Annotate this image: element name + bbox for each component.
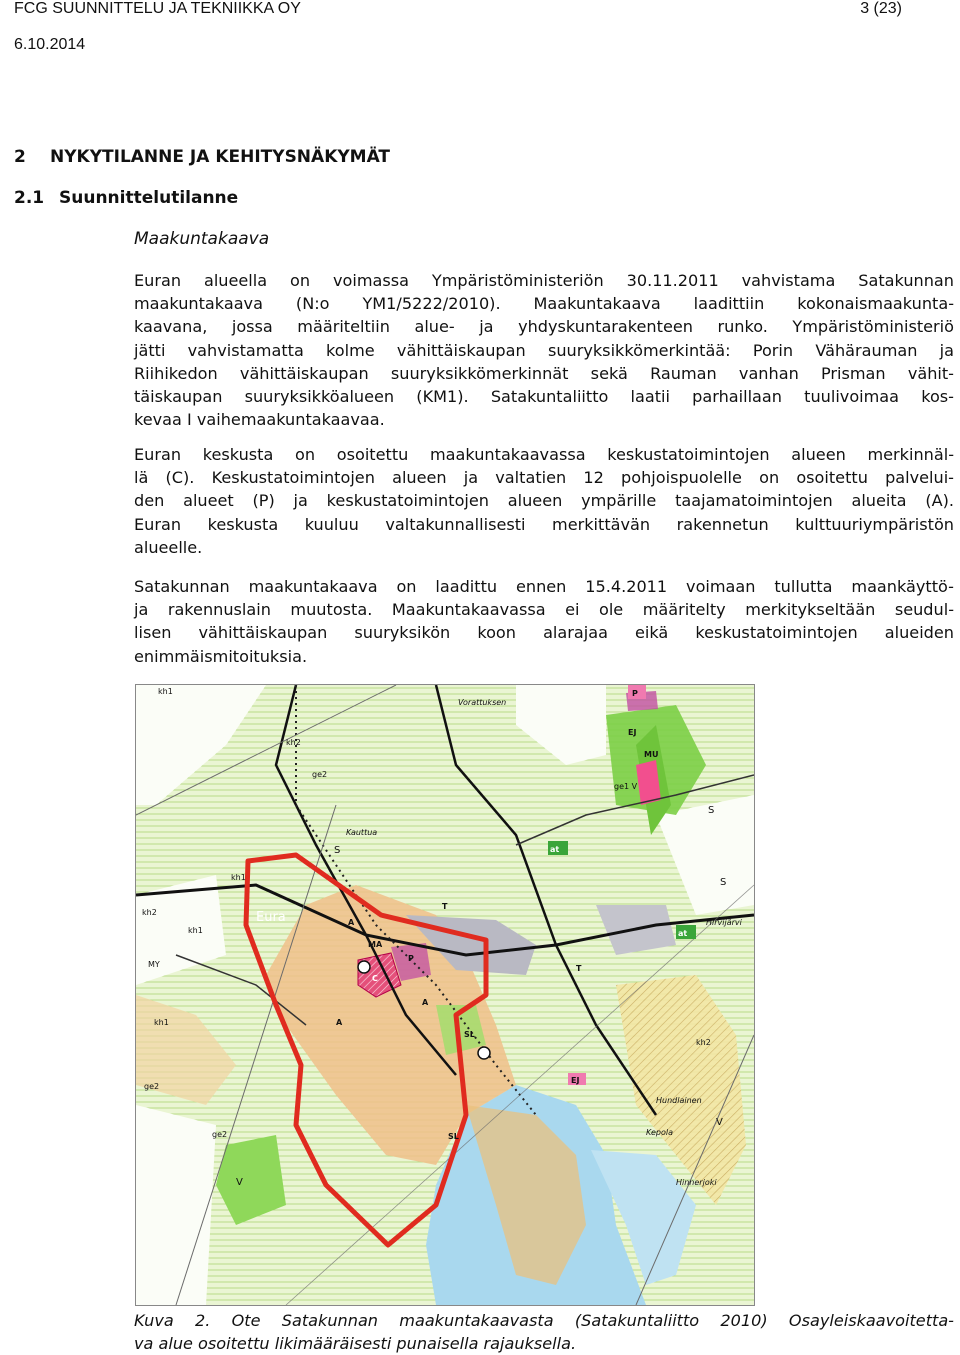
map-label: Kepola bbox=[646, 1128, 673, 1137]
map-label: Hirvijärvi bbox=[706, 918, 742, 927]
map-label: kh2 bbox=[286, 738, 301, 747]
map-label: S bbox=[720, 877, 727, 888]
map-label: A bbox=[348, 918, 355, 927]
map-label: kh1 bbox=[188, 926, 203, 935]
paragraph-line: kevaa I vaihemaakuntakaavaa. bbox=[134, 410, 385, 430]
map-label: A bbox=[336, 1018, 343, 1027]
heading-2 bbox=[14, 188, 238, 208]
map-label: SL bbox=[448, 1132, 459, 1141]
header-page-number: 3 (23) bbox=[860, 0, 902, 17]
paragraph-line: Riihikedon vähittäiskaupan suuryksikkömerkinnät sekä Rauman vanhan Prisman vähit- bbox=[134, 363, 954, 383]
caption-line: Kuva 2. Ote Satakunnan maakuntakaavasta (Satakuntaliitto 2010) Osayleiskaavoitetta- bbox=[134, 1311, 954, 1330]
heading-1-number: 2 bbox=[14, 147, 26, 167]
paragraph-line: täiskaupan suuryksikköalueen (KM1). Satakuntaliitto laatii parhaillaan tuulivoimaa kos- bbox=[134, 387, 954, 407]
map-label: kh1 bbox=[158, 687, 173, 696]
paragraph-line: ja rakennuslain muutosta. Maakuntakaavassa ei ole määritelty merkitykseltään seudul- bbox=[134, 600, 954, 620]
paragraph-2 bbox=[134, 443, 954, 559]
map-label: kh2 bbox=[696, 1038, 711, 1047]
map-label: S bbox=[708, 805, 715, 816]
map-label: MU bbox=[644, 750, 659, 759]
map-label: EJ bbox=[571, 1076, 580, 1085]
paragraph-line: den alueet (P) ja keskustatoimintojen alueen ympärille taajamatoimintojen alueita (A). bbox=[134, 491, 954, 511]
paragraph-line: Euran alueella on voimassa Ympäristöministeriön 30.11.2011 vahvistama Satakunnan bbox=[134, 271, 954, 290]
heading-1 bbox=[14, 147, 390, 167]
map-label: ge1 V bbox=[614, 782, 638, 791]
header-company: FCG SUUNNITTELU JA TEKNIIKKA OY bbox=[14, 0, 301, 17]
regional-plan-map bbox=[135, 684, 755, 1306]
map-label: at bbox=[550, 845, 560, 854]
paragraph-line: alueelle. bbox=[134, 537, 203, 557]
map-label: at bbox=[678, 929, 688, 938]
heading-1-text: NYKYTILANNE JA KEHITYSNÄKYMÄT bbox=[50, 147, 391, 167]
paragraph-3 bbox=[134, 575, 954, 668]
map-label: kh2 bbox=[142, 908, 157, 917]
paragraph-line: lä (C). Keskustatoimintojen alueen ja valtatien 12 pohjoispuolelle on osoitettu palvelui- bbox=[134, 468, 954, 488]
map-label: T bbox=[442, 902, 448, 911]
map-open-area bbox=[136, 1105, 216, 1305]
map-label: A bbox=[422, 998, 429, 1007]
paragraph-line: Satakunnan maakuntakaava on laadittu ennen 15.4.2011 voimaan tullutta maankäyttö- bbox=[134, 577, 954, 596]
map-label: MY bbox=[148, 960, 160, 969]
paragraph-line: lisen vähittäiskaupan suuryksikön koon alarajaa eikä keskustatoimintojen alueiden bbox=[134, 623, 954, 643]
map-label: P bbox=[632, 689, 638, 698]
paragraph-line: enimmäismitoituksia. bbox=[134, 646, 308, 666]
paragraph-line: jätti vahvistamatta kolme vähittäiskaupan suuryksikkömerkintää: Porin Vähärauman ja bbox=[134, 340, 954, 360]
map-label: P bbox=[408, 954, 414, 963]
figure-caption bbox=[134, 1309, 954, 1355]
map-label: Hundlainen bbox=[656, 1096, 702, 1105]
map-label: MA bbox=[368, 940, 383, 949]
map-label: kh1 bbox=[154, 1018, 169, 1027]
header-date: 6.10.2014 bbox=[14, 36, 86, 53]
map-label: ge2 bbox=[144, 1082, 160, 1091]
map-label: ge2 bbox=[212, 1130, 228, 1139]
map-label: V bbox=[716, 1117, 723, 1128]
caption-line: va alue osoitettu likimääräisesti punaisella rajauksella. bbox=[134, 1334, 577, 1353]
paragraph-1 bbox=[134, 269, 954, 431]
map-label: Vorattuksen bbox=[458, 698, 507, 707]
map-label: Hinnerjoki bbox=[676, 1178, 717, 1187]
heading-3: Maakuntakaava bbox=[134, 229, 270, 249]
map-label: V bbox=[236, 1177, 243, 1188]
service-symbol bbox=[358, 961, 370, 973]
map-label: C bbox=[372, 974, 378, 983]
paragraph-line: Euran keskusta kuuluu valtakunnallisesti merkittävän rakennetun kulttuuriympäristön bbox=[134, 514, 954, 534]
map-label: Kauttua bbox=[346, 828, 378, 837]
map-label: T bbox=[576, 964, 582, 973]
heading-2-number: 2.1 bbox=[14, 188, 45, 208]
paragraph-line: maakuntakaava (N:o YM1/5222/2010). Maakuntakaava laadittiin kokonaismaakunta- bbox=[134, 294, 954, 314]
paragraph-line: Euran keskusta on osoitettu maakuntakaavassa keskustatoimintojen alueen merkinnäl- bbox=[134, 445, 954, 464]
map-label: kh1 bbox=[231, 873, 246, 882]
map-label: EJ bbox=[628, 728, 637, 737]
service-symbol bbox=[478, 1047, 490, 1059]
heading-2-text: Suunnittelutilanne bbox=[59, 188, 239, 208]
map-label: Eura bbox=[256, 910, 286, 925]
paragraph-line: kaavana, jossa määriteltiin alue- ja yhdyskuntarakenteen runko. Ympäristöministeriö bbox=[134, 317, 954, 337]
map-label: ge2 bbox=[312, 770, 328, 779]
map-label: SL bbox=[464, 1030, 475, 1039]
map-label: S bbox=[334, 845, 341, 856]
